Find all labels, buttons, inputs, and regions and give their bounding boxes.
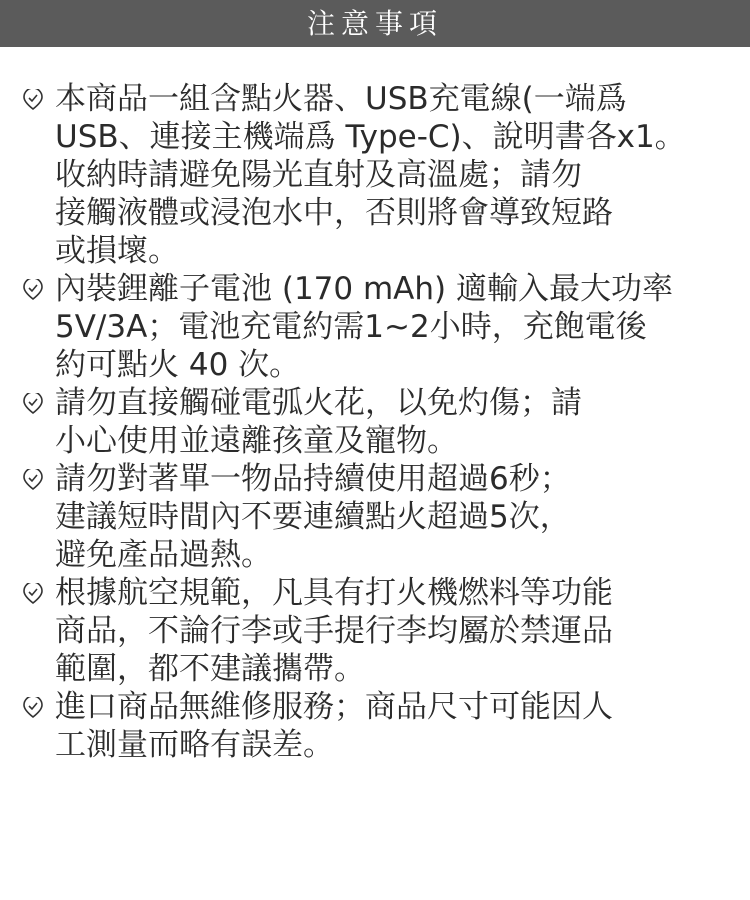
page-title: 注意事項 [306,7,443,40]
list-item [0,460,750,574]
notice-text: 本商品一組含點火器、USB充電線(一端爲 USB、連接主機端爲 Type-C)、說明書各x1。 收納時請避免陽光直射及高溫處；請勿 接觸液體或浸泡水中，否則將會導致短路 或損壞。 [55,81,686,269]
list-item [0,688,750,764]
list-item [0,80,750,270]
list-item [0,574,750,688]
location-pin-icon [22,697,44,719]
location-pin-icon [22,469,44,491]
location-pin-icon [22,279,44,301]
notice-text: 內裝鋰離子電池 (170 mAh) 適輸入最大功率 5V/3A；電池充電約需1~2小時，充飽電後 約可點火 40 次。 [55,271,673,383]
location-pin-icon [22,583,44,605]
header-bar [0,0,750,47]
list-item [0,270,750,384]
list-item [0,384,750,460]
location-pin-icon [22,393,44,415]
notice-text: 進口商品無維修服務；商品尺寸可能因人 工測量而略有誤差。 [55,689,613,763]
location-pin-icon [22,89,44,111]
notice-text: 根據航空規範，凡具有打火機燃料等功能 商品，不論行李或手提行李均屬於禁運品 範圍，都不建議攜帶。 [55,575,613,687]
notice-list [0,80,750,764]
notice-text: 請勿直接觸碰電弧火花，以免灼傷；請 小心使用並遠離孩童及寵物。 [55,385,582,459]
notice-text: 請勿對著單一物品持續使用超過6秒； 建議短時間內不要連續點火超過5次， 避免產品過熱。 [55,461,571,573]
